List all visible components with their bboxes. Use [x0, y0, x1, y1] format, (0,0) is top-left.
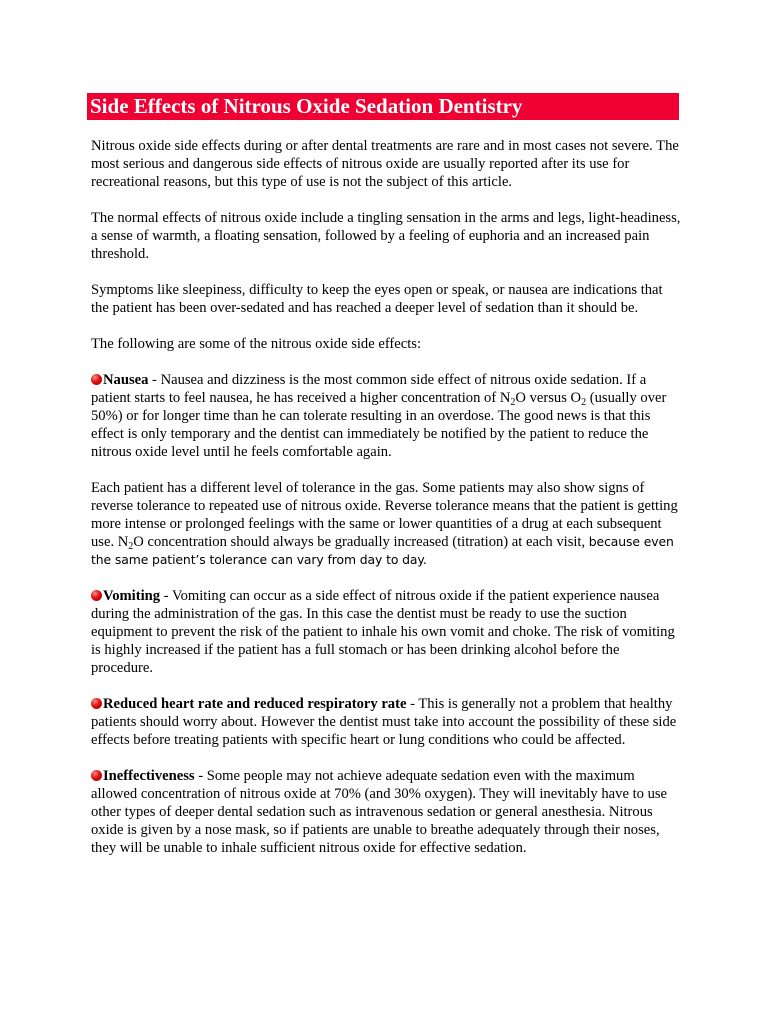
- nausea-text-b: O versus O: [515, 390, 582, 406]
- ineffectiveness-text: - Some people may not achieve adequate sedation even with the maximum allowed concentration of nitrous oxide at 70% (and 30% oxygen). They will inevitably have to use other types of deeper dental sedation such as intravenous sedation or general anesthesia. Nitrous oxide is given by a nose mask, so if patients are unable to breathe adequately through their noses, they will be unable to inhale sufficient nitrous oxide for effective sedation.: [91, 768, 668, 856]
- nausea-term: Nausea: [103, 372, 149, 388]
- heart-rate-paragraph: [91, 695, 681, 749]
- red-bullet-icon: [91, 770, 102, 781]
- vomiting-paragraph: [91, 587, 681, 677]
- nausea-subscript-b: 2: [581, 397, 587, 408]
- nausea-text-a: - Nausea and dizziness is the most common side effect of nitrous oxide sedation. If a patient starts to feel nausea, he has received a higher concentration of N: [91, 372, 647, 406]
- article-body: [91, 137, 681, 875]
- ineffectiveness-paragraph: [91, 767, 681, 857]
- intro-paragraph-4: The following are some of the nitrous oxide side effects:: [91, 336, 422, 352]
- tolerance-text-c: because even the same patient’s tolerance can vary from day to day.: [91, 534, 674, 567]
- ineffectiveness-term: Ineffectiveness: [103, 768, 195, 784]
- heart-rate-text: - This is generally not a problem that healthy patients should worry about. However the dentist must take into account the possibility of these side effects before treating patients with specific heart or lung conditions who could be affected.: [91, 696, 677, 748]
- red-bullet-icon: [91, 698, 102, 709]
- vomiting-term: Vomiting: [103, 588, 161, 604]
- tolerance-subscript: 2: [128, 541, 134, 552]
- nausea-subscript-a: 2: [510, 397, 516, 408]
- tolerance-paragraph: [91, 479, 681, 569]
- intro-paragraph-2: The normal effects of nitrous oxide include a tingling sensation in the arms and legs, light-headiness, a sense of warmth, a floating sensation, followed by a feeling of euphoria and an increased pain threshold.: [91, 210, 681, 262]
- tolerance-text-a: Each patient has a different level of tolerance in the gas. Some patients may also show signs of reverse tolerance to repeated use of nitrous oxide. Reverse tolerance means that the patient is getting more intense or prolonged feelings with the same or lower quantities of a drug at each subsequent use. N: [91, 480, 678, 550]
- tolerance-text-b: O concentration should always be gradually increased (titration) at each visit,: [133, 534, 589, 550]
- intro-paragraph-3: Symptoms like sleepiness, difficulty to keep the eyes open or speak, or nausea are indications that the patient has been over-sedated and has reached a deeper level of sedation than it should be.: [91, 282, 663, 316]
- nausea-text-c: (usually over 50%) or for longer time than he can tolerate resulting in an overdose. The good news is that this effect is only temporary and the dentist can immediately be notified by the patient to reduce the nitrous oxide level until he feels comfortable again.: [91, 390, 667, 460]
- intro-paragraph-1: Nitrous oxide side effects during or after dental treatments are rare and in most cases not severe. The most serious and dangerous side effects of nitrous oxide are usually reported after its use for recreational reasons, but this type of use is not the subject of this article.: [91, 138, 679, 190]
- red-bullet-icon: [91, 374, 102, 385]
- vomiting-text: - Vomiting can occur as a side effect of nitrous oxide if the patient experience nausea during the administration of the gas. In this case the dentist must be ready to use the suction equipment to prevent the risk of the patient to inhale his own vomit and choke. The risk of vomiting is highly increased if the patient has a full stomach or has been drinking alcohol before the procedure.: [91, 588, 675, 676]
- heart-rate-term: Reduced heart rate and reduced respiratory rate: [103, 696, 407, 712]
- red-bullet-icon: [91, 590, 102, 601]
- nausea-paragraph: [91, 371, 681, 461]
- title-banner: [87, 93, 679, 120]
- page-title: Side Effects of Nitrous Oxide Sedation Dentistry: [90, 94, 523, 118]
